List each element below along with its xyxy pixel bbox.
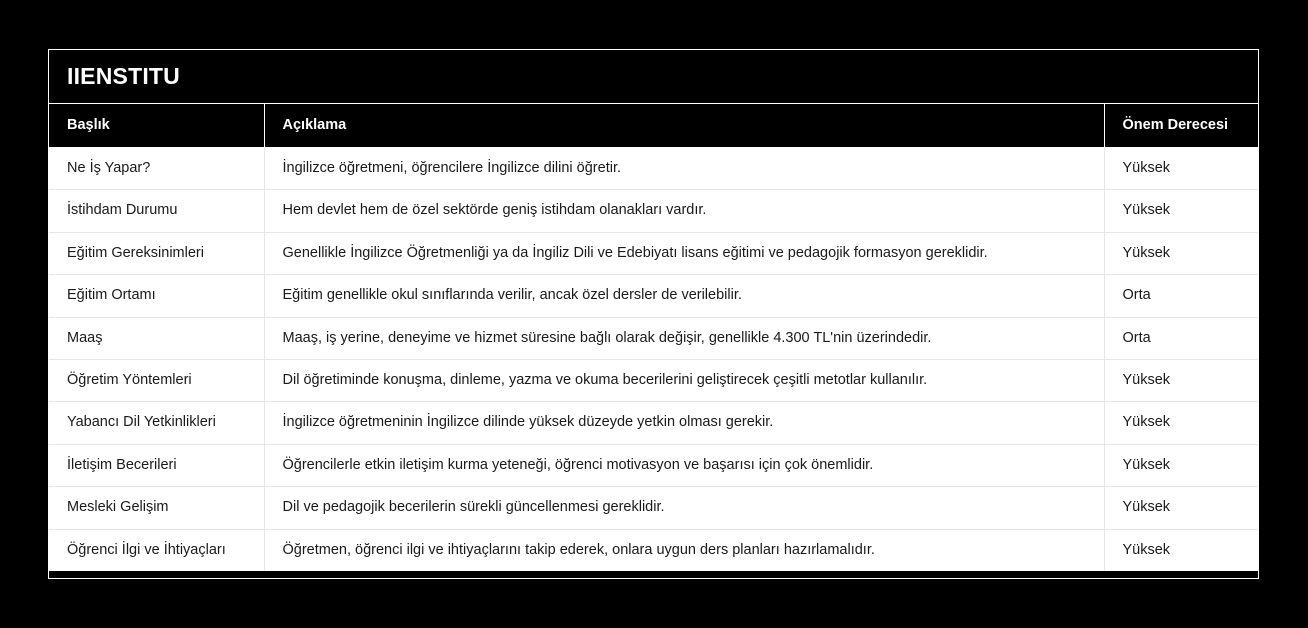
brand-header (49, 50, 1258, 104)
cell-description: Hem devlet hem de özel sektörde geniş istihdam olanakları vardır. (264, 190, 1104, 232)
cell-importance: Orta (1104, 317, 1258, 359)
cell-title: Eğitim Ortamı (49, 275, 264, 317)
cell-description: İngilizce öğretmeninin İngilizce dilinde yüksek düzeyde yetkin olması gerekir. (264, 402, 1104, 444)
table-row (49, 359, 1258, 401)
cell-importance: Yüksek (1104, 487, 1258, 529)
cell-description: İngilizce öğretmeni, öğrencilere İngilizce dilini öğretir. (264, 148, 1104, 190)
column-header-importance[interactable]: Önem Derecesi (1104, 104, 1258, 148)
cell-title: Mesleki Gelişim (49, 487, 264, 529)
table-row (49, 148, 1258, 190)
cell-description: Maaş, iş yerine, deneyime ve hizmet süresine bağlı olarak değişir, genellikle 4.300 TL'nin üzerindedir. (264, 317, 1104, 359)
table-body (49, 148, 1258, 571)
table-row (49, 487, 1258, 529)
table-row (49, 444, 1258, 486)
table-row (49, 190, 1258, 232)
info-table-card (48, 49, 1259, 579)
table-header-row (49, 104, 1258, 148)
cell-importance: Yüksek (1104, 359, 1258, 401)
table-row (49, 275, 1258, 317)
cell-title: Eğitim Gereksinimleri (49, 232, 264, 274)
cell-importance: Yüksek (1104, 444, 1258, 486)
table-row (49, 402, 1258, 444)
cell-importance: Orta (1104, 275, 1258, 317)
cell-description: Genellikle İngilizce Öğretmenliği ya da İngiliz Dili ve Edebiyatı lisans eğitimi ve pedagojik formasyon gereklidir. (264, 232, 1104, 274)
cell-description: Dil ve pedagojik becerilerin sürekli güncellenmesi gereklidir. (264, 487, 1104, 529)
table-header (49, 104, 1258, 148)
cell-description: Öğretmen, öğrenci ilgi ve ihtiyaçlarını takip ederek, onlara uygun ders planları hazırlamalıdır. (264, 529, 1104, 571)
cell-importance: Yüksek (1104, 148, 1258, 190)
cell-description: Öğrencilerle etkin iletişim kurma yeteneği, öğrenci motivasyon ve başarısı için çok önemlidir. (264, 444, 1104, 486)
cell-importance: Yüksek (1104, 402, 1258, 444)
cell-title: Ne İş Yapar? (49, 148, 264, 190)
cell-title: Öğretim Yöntemleri (49, 359, 264, 401)
cell-title: Öğrenci İlgi ve İhtiyaçları (49, 529, 264, 571)
table-row (49, 232, 1258, 274)
cell-importance: Yüksek (1104, 232, 1258, 274)
table-row (49, 529, 1258, 571)
table-row (49, 317, 1258, 359)
column-header-title[interactable]: Başlık (49, 104, 264, 148)
cell-title: İstihdam Durumu (49, 190, 264, 232)
cell-description: Eğitim genellikle okul sınıflarında verilir, ancak özel dersler de verilebilir. (264, 275, 1104, 317)
cell-description: Dil öğretiminde konuşma, dinleme, yazma ve okuma becerilerini geliştirecek çeşitli metotlar kullanılır. (264, 359, 1104, 401)
job-info-table (49, 104, 1258, 571)
column-header-description[interactable]: Açıklama (264, 104, 1104, 148)
cell-importance: Yüksek (1104, 190, 1258, 232)
brand-title: IIENSTITU (67, 63, 180, 89)
cell-title: İletişim Becerileri (49, 444, 264, 486)
cell-title: Maaş (49, 317, 264, 359)
cell-title: Yabancı Dil Yetkinlikleri (49, 402, 264, 444)
cell-importance: Yüksek (1104, 529, 1258, 571)
